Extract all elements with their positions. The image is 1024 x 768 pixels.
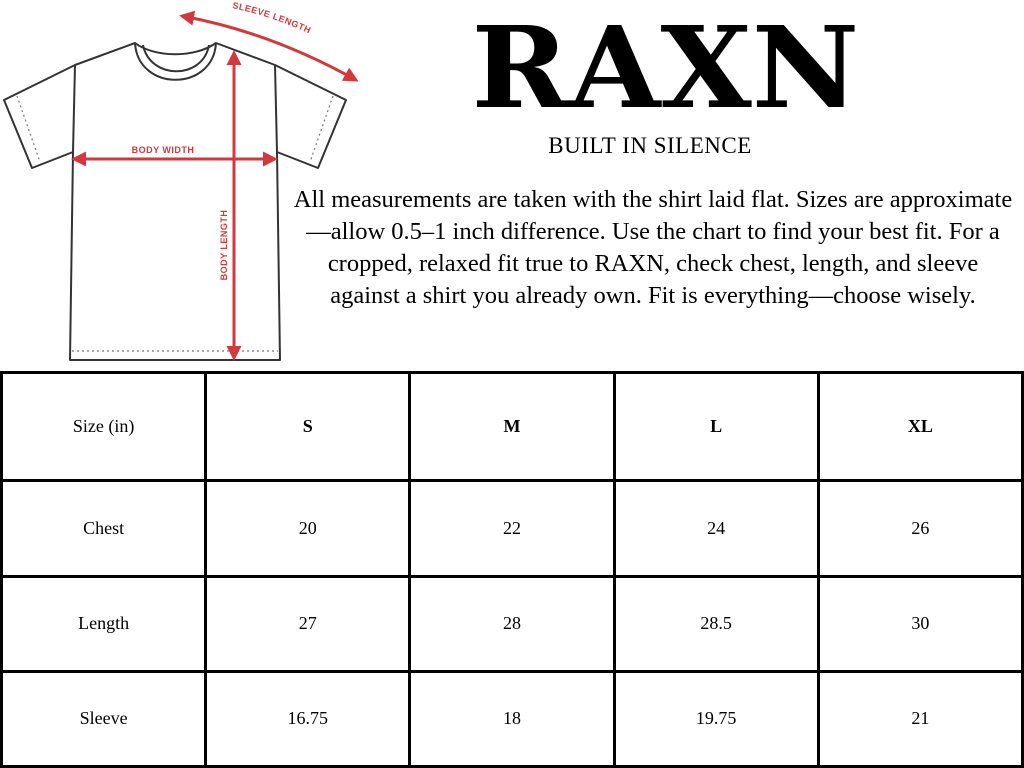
table-cell: 21 [818,671,1022,766]
table-row-length [2,576,1023,671]
table-cell: 27 [206,576,410,671]
row-label: Chest [2,481,206,576]
measurement-instructions: All measurements are taken with the shirt laid flat. Sizes are approximate—allow 0.5–1 inch difference. Use the chart to find your best fit. For a cropped, relaxed fit true to RAXN, check chest, length, and sleeve against a shirt you already own. Fit is everything—choose wisely. [293,186,1013,309]
header-size-l: L [614,373,818,481]
header-size-s: S [206,373,410,481]
header-size-xl: XL [818,373,1022,481]
body-width-label: BODY WIDTH [131,145,195,155]
table-cell: 18 [410,671,614,766]
row-label: Sleeve [2,671,206,766]
table-cell: 24 [614,481,818,576]
table-cell: 22 [410,481,614,576]
row-label: Length [2,576,206,671]
brand-logo: RAXN [471,3,860,134]
brand-tagline: BUILT IN SILENCE [548,133,752,158]
header-size-m: M [410,373,614,481]
table-header-row [2,373,1023,481]
table-cell: 26 [818,481,1022,576]
sleeve-length-label: SLEEVE LENGTH [231,0,313,36]
table-cell: 20 [206,481,410,576]
header-size-label: Size (in) [2,373,206,481]
table-cell: 28.5 [614,576,818,671]
table-cell: 30 [818,576,1022,671]
table-row-chest [2,481,1023,576]
table-row-sleeve [2,671,1023,766]
size-chart-table [0,371,1024,768]
table-cell: 16.75 [206,671,410,766]
table-cell: 28 [410,576,614,671]
table-cell: 19.75 [614,671,818,766]
body-length-label: BODY LENGTH [219,209,229,281]
